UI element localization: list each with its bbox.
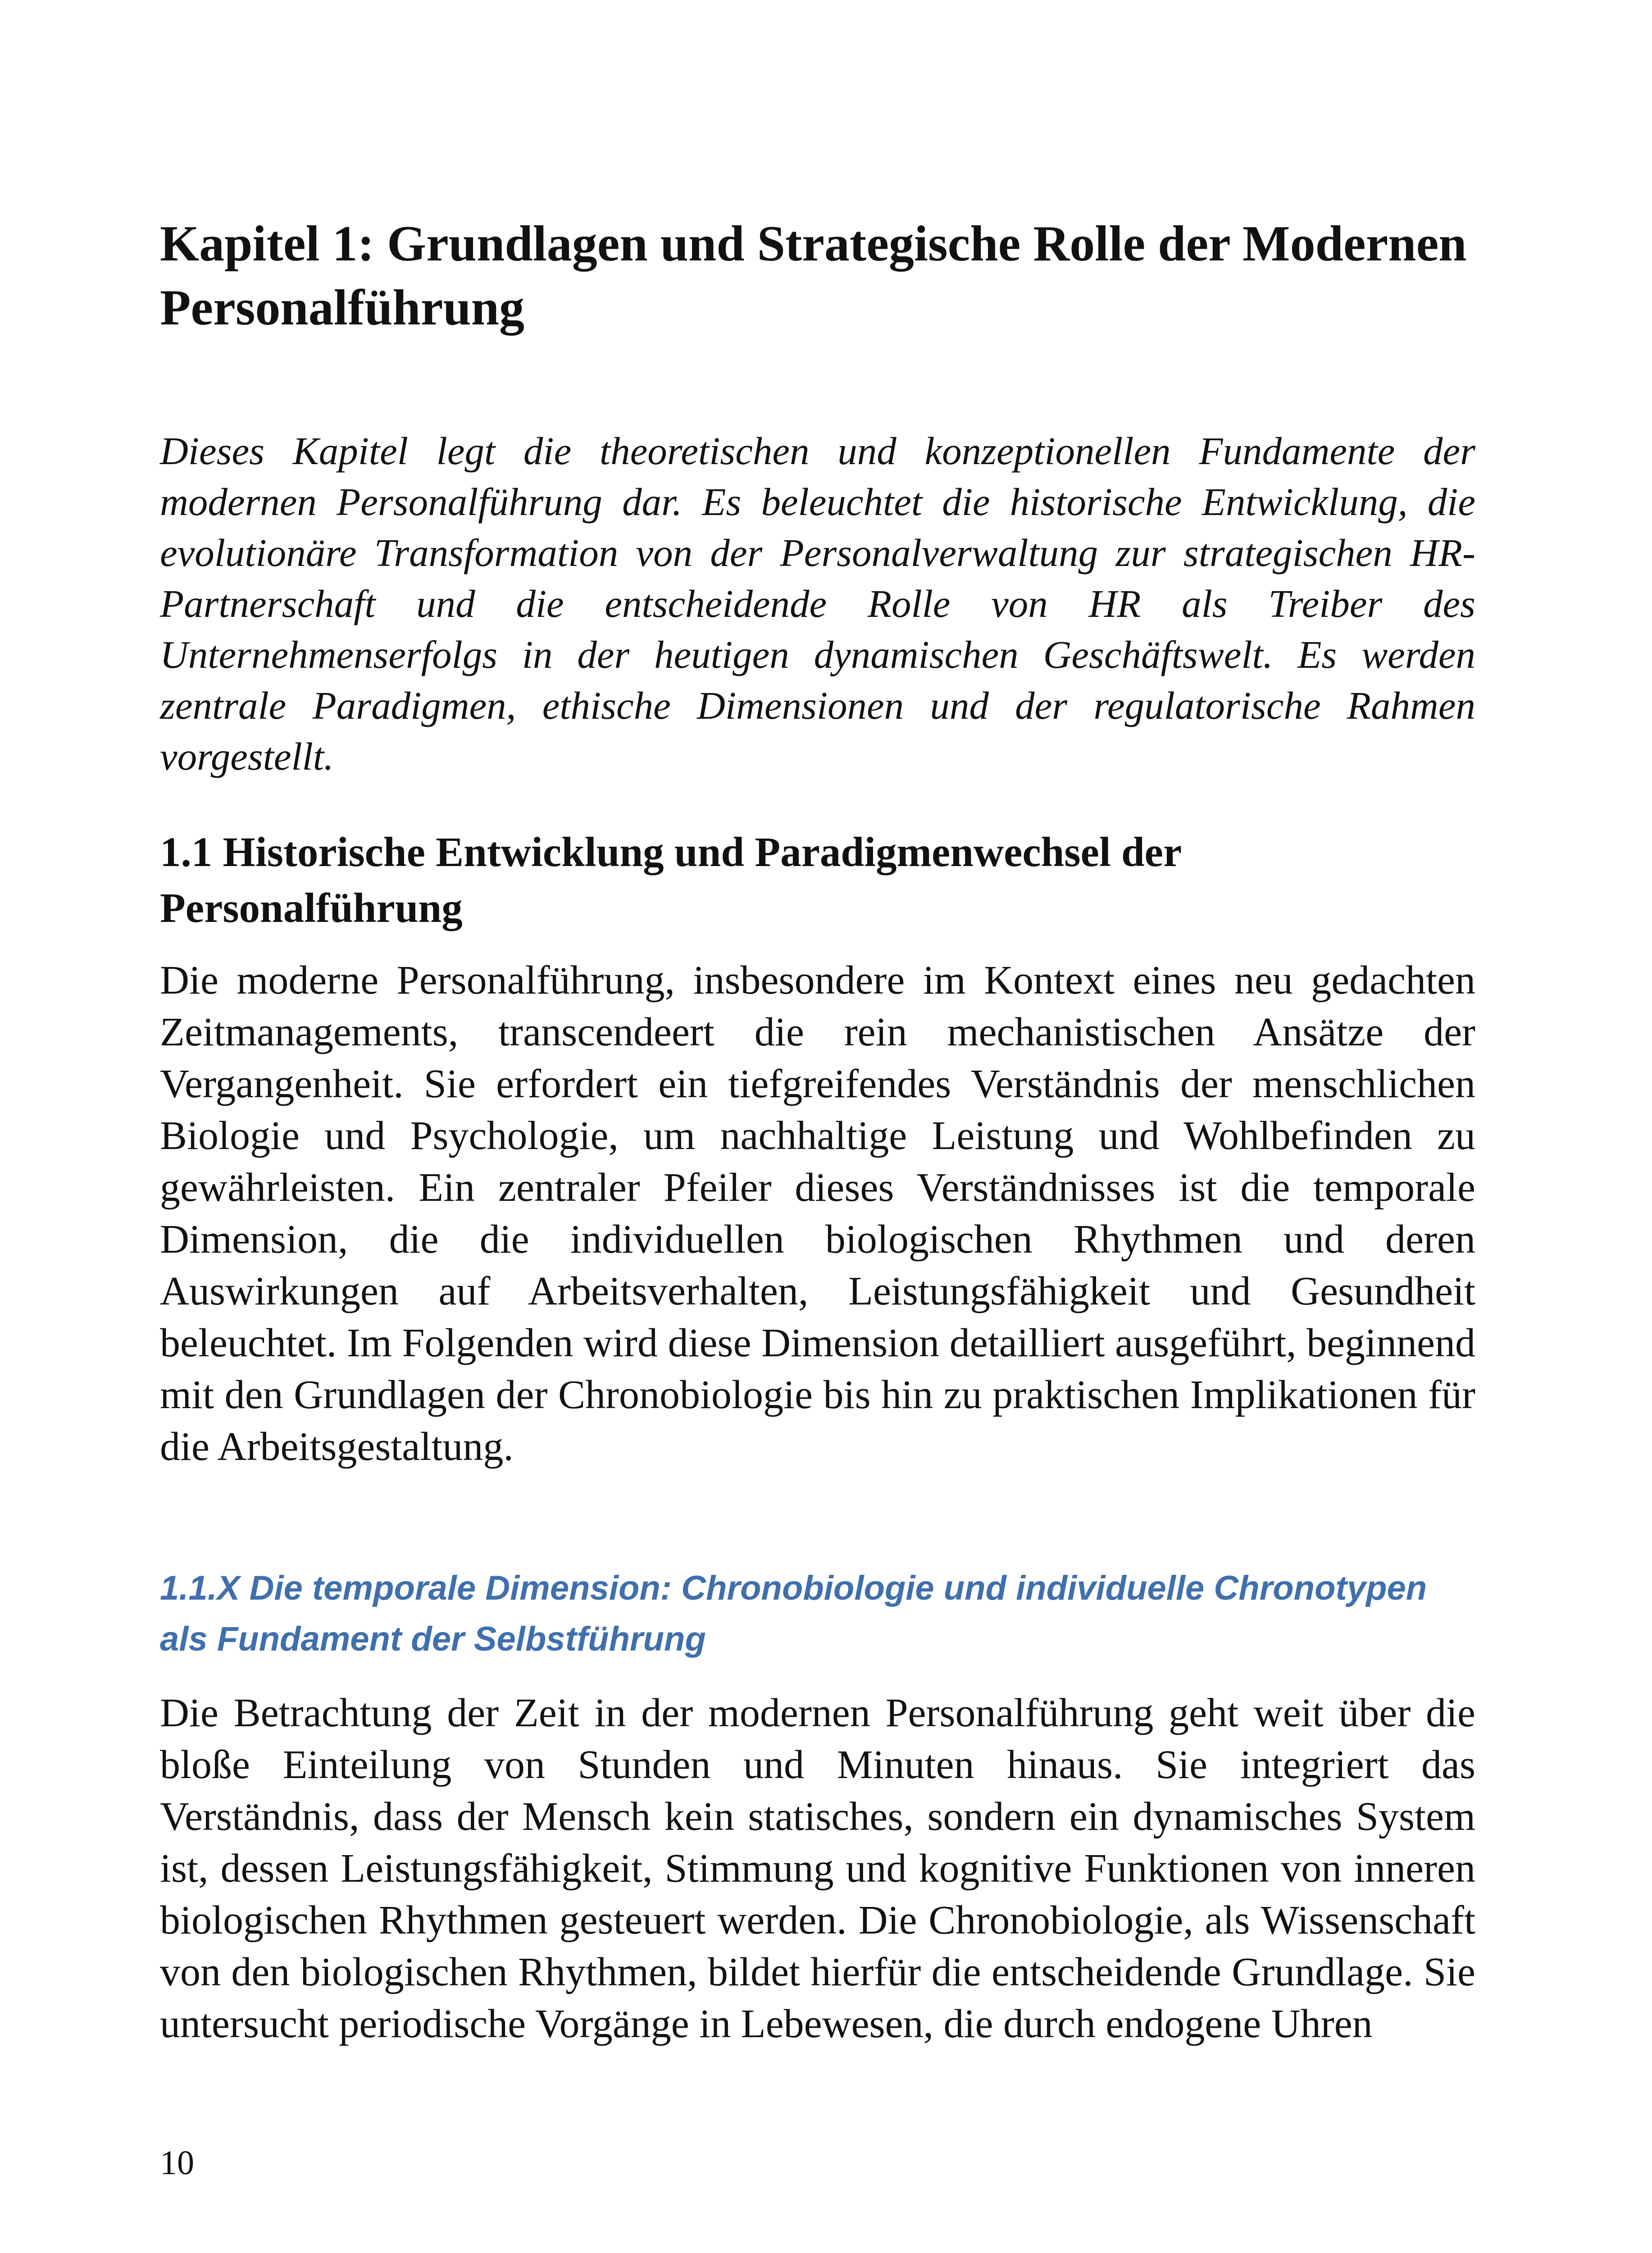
subsection-title: 1.1.X Die temporale Dimension: Chronobiologie und individuelle Chronotypen als Fundament der Selbstführung [160,1569,1427,1658]
section-body: Die moderne Personalführung, insbesondere im Kontext eines neu gedachten Zeitmanagements, transcendeert die rein mechanistischen Ansätze der Vergangenheit. Sie erfordert ein tiefgreifendes Verständnis der menschlichen Biologie und Psychologie, um nachhaltige Leistung und Wohlbefinden zu gewährleisten. Ein zentraler Pfeiler dieses Verständnisses ist die temporale Dimension, die die individuellen biologischen Rhythmen und deren Auswirkungen auf Arbeitsverhalten, Leistungsfähigkeit und Gesundheit beleuchtet. Im Folgenden wird diese Dimension detailliert ausgeführt, beginnend mit den Grundlagen der Chronobiologie bis hin zu praktischen Implikationen für die Arbeitsgestaltung. [160,958,1475,1469]
subsection-body: Die Betrachtung der Zeit in der modernen Personalführung geht weit über die bloße Einteilung von Stunden und Minuten hinaus. Sie integriert das Verständnis, dass der Mensch kein statisches, sondern ein dynamisches System ist, dessen Leistungsfähigkeit, Stimmung und kognitive Funktionen von inneren biologischen Rhythmen gesteuert werden. Die Chronobiologie, als Wissenschaft von den biologischen Rhythmen, bildet hierfür die entscheidende Grundlage. Sie untersucht periodische Vorgänge in Lebewesen, die durch endogene Uhren [160,1691,1475,2046]
chapter-abstract: Dieses Kapitel legt die theoretischen und konzeptionellen Fundamente der modernen Personalführung dar. Es beleuchtet die historische Entwicklung, die evolutionäre Transformation von der Personalverwaltung zur strategischen HR-Partnerschaft und die entscheidende Rolle von HR als Treiber des Unternehmenserfolgs in der heutigen dynamischen Geschäftswelt. Es werden zentrale Paradigmen, ethische Dimensionen und der regulatorische Rahmen vorgestellt. [160,429,1475,778]
section-title: 1.1 Historische Entwicklung und Paradigmenwechsel der Personalführung [160,829,1181,931]
page-number: 10 [160,2144,194,2182]
chapter-title: Kapitel 1: Grundlagen und Strategische Rolle der Modernen Personalführung [160,216,1467,336]
page-content [160,212,1475,2050]
